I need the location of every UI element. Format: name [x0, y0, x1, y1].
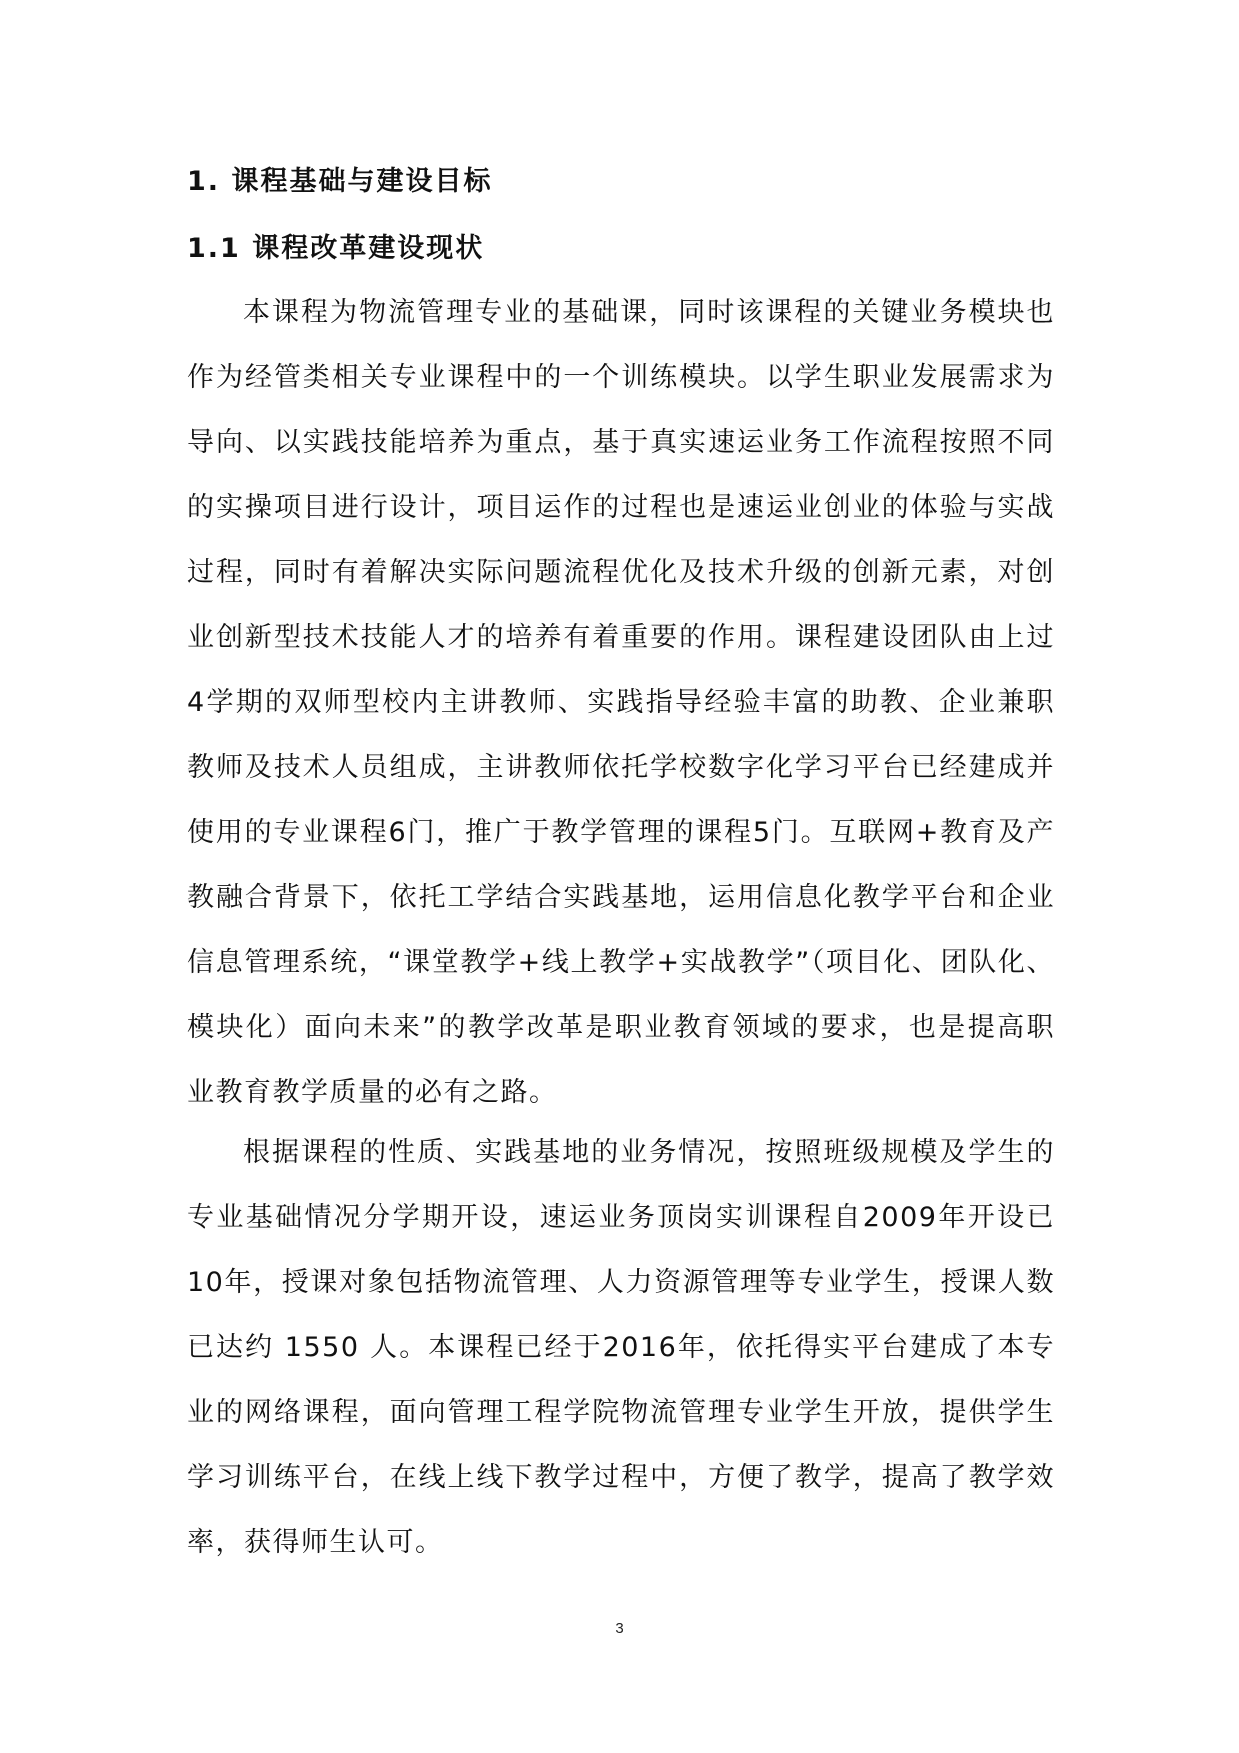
page-number: 3 — [615, 1620, 624, 1637]
body-paragraph: 本课程为物流管理专业的基础课，同时该课程的关键业务模块也作为经管类相关专业课程中的一个训练模块。以学生职业发展需求为导向、以实践技能培养为重点，基于真实速运业务工作流程按照不同的实操项目进行设计，项目运作的过程也是速运业创业的体验与实战过程，同时有着解决实际问题流程优化及技术升级的创新元素，对创业创新型技术技能人才的培养有着重要的作用。课程建设团队由上过4学期的双师型校内主讲教师、实践指导经验丰富的助教、企业兼职教师及技术人员组成，主讲教师依托学校数字化学习平台已经建成并使用的专业课程6门，推广于教学管理的课程5门。互联网+教育及产教融合背景下，依托工学结合实践基地，运用信息化教学平台和企业信息管理系统，“课堂教学+线上教学+实战教学”（项目化、团队化、模块化）面向未来”的教学改革是职业教育领域的要求，也是提高职业教育教学质量的必有之路。 — [187, 297, 1055, 1108]
body-paragraph: 根据课程的性质、实践基地的业务情况，按照班级规模及学生的专业基础情况分学期开设，速运业务顶岗实训课程自2009年开设已10年，授课对象包括物流管理、人力资源管理等专业学生，授课人数已达约 1550 人。本课程已经于2016年，依托得实平台建成了本专业的网络课程，面向管理工程学院物流管理专业学生开放，提供学生学习训练平台，在线上线下教学过程中，方便了教学，提高了教学效率，获得师生认可。 — [187, 1137, 1055, 1558]
subsection-heading: 1.1 课程改革建设现状 — [187, 233, 485, 264]
section-heading: 1. 课程基础与建设目标 — [187, 166, 493, 197]
